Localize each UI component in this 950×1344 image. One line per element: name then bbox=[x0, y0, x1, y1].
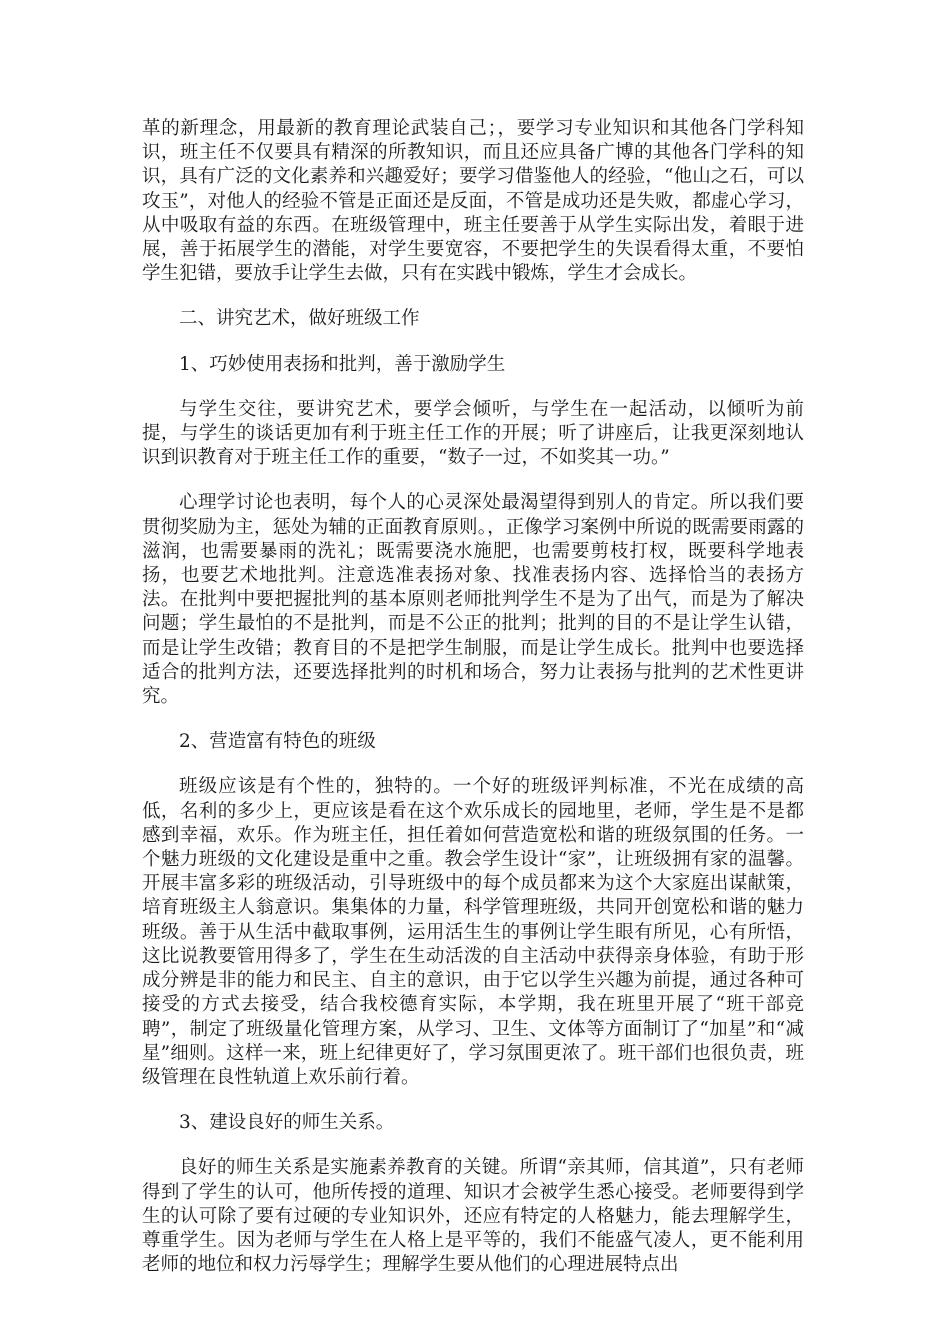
subheading-teacher-student: 3、建设良好的师生关系。 bbox=[179, 1112, 395, 1134]
paragraph-continuation: 革的新理念，用最新的教育理论武装自己；，要学习专业知识和其他各门学科知识，班主任不仅要具有精深的所教知识，而且还应具备广博的其他各门学科的知识，具有广泛的文化素养和兴趣爱好；要学习借鉴他人的经验，“他山之石，可以攻玉”，对他人的经验不管是正面还是反面，不管是成功还是失败，都虚心学习，从中吸取有益的东西。在班级管理中，班主任要善于从学生实际出发，着眼于进展，善于拓展学生的潜能，对学生要宽容，不要把学生的失误看得太重，不要怕学生犯错，要放手让学生去做，只有在实践中锻炼，学生才会成长。 bbox=[142, 118, 804, 285]
paragraph-relationship: 良好的师生关系是实施素养教育的关键。所谓“亲其师，信其道”，只有老师得到了学生的认可，他所传授的道理、知识才会被学生悉心接受。老师要得到学生的认可除了要有过硬的专业知识外，还应有特定的人格魅力，能去理解学生，尊重学生。因为老师与学生在人格上是平等的，我们不能盛气凌人，更不能利用老师的地位和权力污辱学生；理解学生要从他们的心理进展特点出 bbox=[142, 1157, 804, 1276]
document-page bbox=[142, 117, 804, 1298]
subheading-class-feature: 2、营造富有特色的班级 bbox=[179, 731, 376, 753]
paragraph-psychology: 心理学讨论也表明，每个人的心灵深处最渴望得到别人的肯定。所以我们要贯彻奖励为主，惩处为辅的正面教育原则。，正像学习案例中所说的既需要雨露的滋润，也需要暴雨的洗礼；既需要浇水施肥，也需要剪枝打杈，既要科学地表扬，也要艺术地批判。注意选准表扬对象、找准表扬内容、选择恰当的表扬方法。在批判中要把握批判的基本原则老师批判学生不是为了出气，而是为了解决问题；学生最怕的不是批判，而是不公正的批判；批判的目的不是让学生认错，而是让学生改错；教育目的不是把学生制服，而是让学生成长。批判中也要选择适合的批判方法，还要选择批判的时机和场合，努力让表扬与批判的艺术性更讲究。 bbox=[142, 492, 804, 708]
subheading-praise-criticism: 1、巧妙使用表扬和批判，善于激励学生 bbox=[179, 353, 506, 375]
paragraph-class-building: 班级应该是有个性的，独特的。一个好的班级评判标准，不光在成绩的高低，名利的多少上，更应该是看在这个欢乐成长的园地里，老师，学生是不是都感到幸福，欢乐。作为班主任，担任着如何营造宽松和谐的班级氛围的任务。一个魅力班级的文化建设是重中之重。教会学生设计“家”，让班级拥有家的温馨。开展丰富多彩的班级活动，引导班级中的每个成员都来为这个大家庭出谋献策，培育班级主人翁意识。集集体的力量，科学管理班级，共同开创宽松和谐的魅力班级。善于从生活中截取事例，运用活生生的事例让学生眼有所见，心有所悟，这比说教要管用得多了，学生在生动活泼的自主活动中获得亲身体验，有助于形成分辨是非的能力和民主、自主的意识，由于它以学生兴趣为前提，通过各种可接受的方式去接受，结合我校德育实际，本学期，我在班里开展了“班干部竞聘”，制定了班级量化管理方案，从学习、卫生、文体等方面制订了“加星”和“减星”细则。这样一来，班上纪律更好了，学习氛围更浓了。班干部们也很负责，班级管理在良性轨道上欢乐前行着。 bbox=[142, 776, 804, 1088]
section-heading-art: 二、讲究艺术，做好班级工作 bbox=[179, 308, 420, 330]
paragraph-communication: 与学生交往，要讲究艺术，要学会倾听，与学生在一起活动，以倾听为前提，与学生的谈话更加有利于班主任工作的开展；听了讲座后，让我更深刻地认识到识教育对于班主任工作的重要，“数子一过，不如奖其一功。” bbox=[142, 398, 804, 469]
